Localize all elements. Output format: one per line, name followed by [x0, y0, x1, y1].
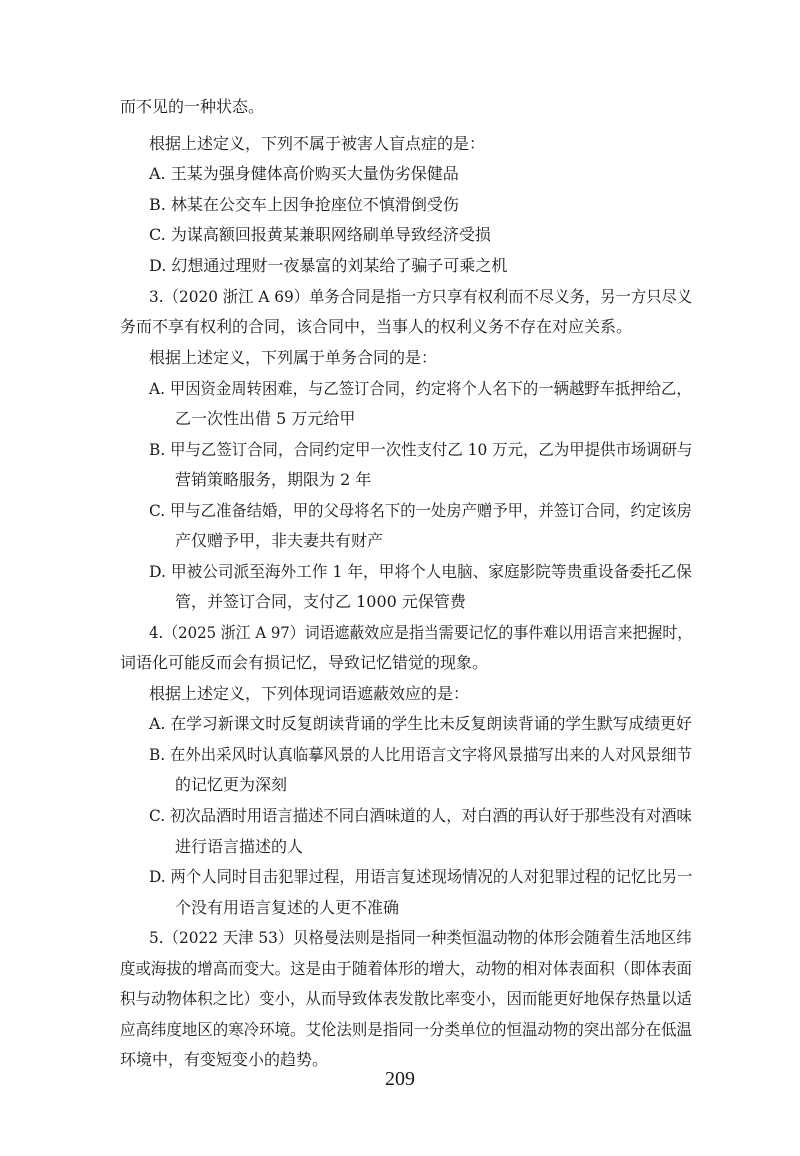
q4-prompt: 根据上述定义，下列体现词语遮蔽效应的是： — [149, 684, 470, 703]
q4-option-c-line-1: C. 初次品酒时用语言描述不同白酒味道的人，对白酒的再认好于那些没有对酒味 — [149, 806, 692, 825]
q3-prompt: 根据上述定义，下列属于单务合同的是： — [149, 348, 438, 367]
q2-option-b: B. 林某在公交车上因争抢座位不慎滑倒受伤 — [149, 195, 459, 214]
q5-line-1: 5.（2022 天津 53）贝格曼法则是指同一种类恒温动物的体形会随着生活地区纬 — [149, 928, 692, 947]
q3-option-b-line-2: 营销策略服务，期限为 2 年 — [175, 470, 372, 489]
page-number: 209 — [385, 1068, 415, 1090]
q2-option-d: D. 幻想通过理财一夜暴富的刘某给了骗子可乘之机 — [149, 256, 508, 275]
q2-tail: 而不见的一种状态。 — [120, 97, 265, 116]
q3-option-c-line-1: C. 甲与乙准备结婚，甲的父母将名下的一处房产赠予甲，并签订合同，约定该房 — [149, 501, 692, 520]
q2-option-a: A. 王某为强身健体高价购买大量伪劣保健品 — [149, 164, 459, 183]
q4-option-d-line-2: 个没有用语言复述的人更不准确 — [175, 898, 400, 917]
q4-option-d-line-1: D. 两个人同时目击犯罪过程，用语言复述现场情况的人对犯罪过程的记忆比另一 — [149, 867, 693, 886]
q3-option-a-line-2: 乙一次性出借 5 万元给甲 — [175, 409, 356, 428]
q5-line-3: 积与动物体积之比）变小，从而导致体表发散比率变小，因而能更好地保存热量以适 — [120, 989, 693, 1008]
q5-line-4: 应高纬度地区的寒冷环境。艾伦法则是指同一分类单位的恒温动物的突出部分在低温 — [120, 1020, 693, 1039]
q4-stem-line-1: 4.（2025 浙江 A 97）词语遮蔽效应是指当需要记忆的事件难以用语言来把握时， — [149, 623, 693, 642]
q3-stem-line-1: 3.（2020 浙江 A 69）单务合同是指一方只享有权利而不尽义务，另一方只尽义 — [149, 287, 693, 306]
q3-option-a-line-1: A. 甲因资金周转困难，与乙签订合同，约定将个人名下的一辆越野车抵押给乙， — [149, 379, 692, 398]
q2-option-c: C. 为谋高额回报黄某兼职网络刷单导致经济受损 — [149, 225, 491, 244]
q5-line-2: 度或海拔的增高而变大。这是由于随着体形的增大，动物的相对体表面积（即体表面 — [120, 959, 693, 978]
q4-option-b-line-2: 的记忆更为深刻 — [175, 775, 288, 794]
q4-stem-line-2: 词语化可能反而会有损记忆，导致记忆错觉的现象。 — [120, 653, 489, 672]
q3-stem-line-2: 务而不享有权利的合同，该合同中，当事人的权利义务不存在对应关系。 — [120, 317, 633, 336]
q3-option-c-line-2: 产仅赠予甲，非夫妻共有财产 — [175, 531, 384, 550]
q4-option-b-line-1: B. 在外出采风时认真临摹风景的人比用语言文字将风景描写出来的人对风景细节 — [149, 745, 692, 764]
q4-option-c-line-2: 进行语言描述的人 — [175, 837, 304, 856]
q3-option-d-line-1: D. 甲被公司派至海外工作 1 年，甲将个人电脑、家庭影院等贵重设备委托乙保 — [149, 562, 692, 581]
q2-prompt: 根据上述定义，下列不属于被害人盲点症的是： — [149, 134, 486, 153]
q3-option-d-line-2: 管，并签订合同，支付乙 1000 元保管费 — [175, 592, 466, 611]
q4-option-a: A. 在学习新课文时反复朗读背诵的学生比未反复朗读背诵的学生默写成绩更好 — [149, 714, 692, 733]
q3-option-b-line-1: B. 甲与乙签订合同，合同约定甲一次性支付乙 10 万元，乙为甲提供市场调研与 — [149, 440, 693, 459]
q5-line-5: 环境中，有变短变小的趋势。 — [120, 1050, 329, 1069]
